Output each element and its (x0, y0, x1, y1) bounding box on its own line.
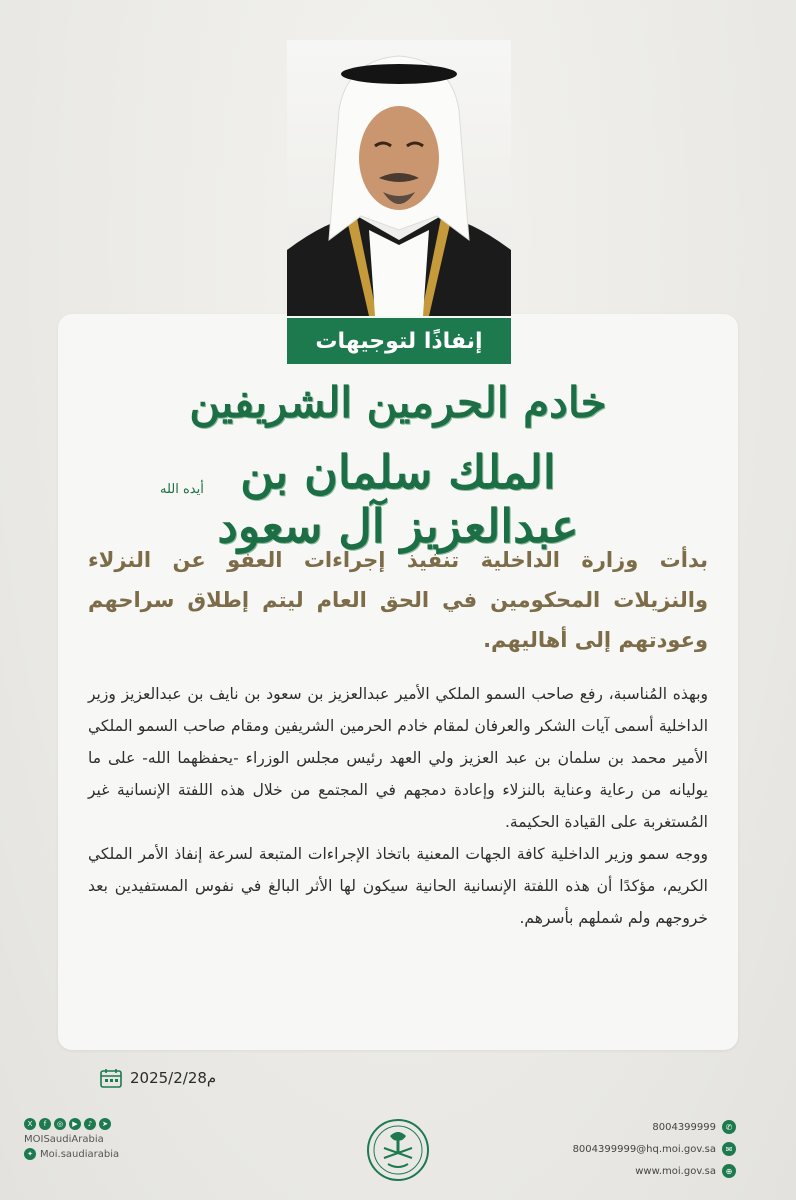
website-link[interactable]: www.moi.gov.sa (635, 1165, 716, 1177)
mail-icon: ✉ (722, 1142, 736, 1156)
youtube-icon[interactable]: ▶ (69, 1118, 81, 1130)
snapchat-line (24, 1148, 119, 1160)
globe-icon: ⊕ (722, 1164, 736, 1178)
tiktok-icon[interactable]: ♪ (84, 1118, 96, 1130)
calendar-icon (100, 1068, 122, 1088)
facebook-icon[interactable]: f (39, 1118, 51, 1130)
calligraphy-title-line1: خادم الحرمين الشريفين (189, 378, 607, 427)
snapchat-handle[interactable]: Moi.saudiarabia (40, 1148, 120, 1160)
portrait-photo (287, 40, 511, 316)
phone-line (566, 1116, 736, 1138)
email-line (566, 1138, 736, 1160)
instagram-icon[interactable]: ◎ (54, 1118, 66, 1130)
calligraphy-title-line2: الملك سلمان بن عبدالعزيز آل سعود (217, 445, 579, 553)
phone-number[interactable]: 8004399999 (652, 1121, 716, 1133)
body-paragraph-2: ووجه سمو وزير الداخلية كافة الجهات المعنية باتخاذ الإجراءات المتبعة لسرعة إنفاذ الأمر الملكي الكريم، مؤكدًا أن هذه اللفتة الإنسانية الحانية سيكون لها الأثر البالغ في نفوس المستفيدين بعد خروجهم ولم شملهم بأسرهم. (88, 845, 708, 927)
date-row (100, 1068, 216, 1088)
honorific-text: أيده الله (160, 482, 204, 497)
body-text (88, 678, 708, 934)
social-icons (24, 1118, 119, 1130)
date-text: 2025/2/28م (130, 1069, 217, 1087)
body-paragraph-1: وبهذه المُناسبة، رفع صاحب السمو الملكي الأمير عبدالعزيز بن سعود بن نايف بن عبدالعزيز وزير الداخلية أسمى آيات الشكر والعرفان لمقام خادم الحرمين الشريفين ومقام صاحب السمو الملكي الأمير محمد بن سلمان بن عبد العزيز ولي العهد رئيس مجلس الوزراء -يحفظهما الله- على ما يوليانه من رعاية وعناية بالنزلاء وإعادة دمجهم في المجتمع من خلال هذه اللفتة الإنسانية غير المُستغربة على القيادة الحكيمة. (88, 685, 708, 831)
telegram-icon[interactable]: ➤ (99, 1118, 111, 1130)
contact-footer (566, 1116, 736, 1182)
social-handle[interactable]: MOISaudiArabia (24, 1134, 104, 1145)
social-footer (24, 1118, 119, 1160)
snapchat-icon: ✦ (24, 1148, 36, 1160)
x-icon[interactable]: X (24, 1118, 36, 1130)
phone-icon: ✆ (722, 1120, 736, 1134)
ministry-emblem (366, 1118, 430, 1182)
lead-paragraph: بدأت وزارة الداخلية تنفيذ إجراءات العفو عن النزلاء والنزيلات المحكومين في الحق العام ليتم إطلاق سراحهم وعودتهم إلى أهاليهم. (88, 548, 708, 652)
email-address[interactable]: 8004399999@hq.moi.gov.sa (572, 1143, 716, 1155)
title-badge: إنفاذًا لتوجيهات (287, 318, 511, 364)
website-line (566, 1160, 736, 1182)
